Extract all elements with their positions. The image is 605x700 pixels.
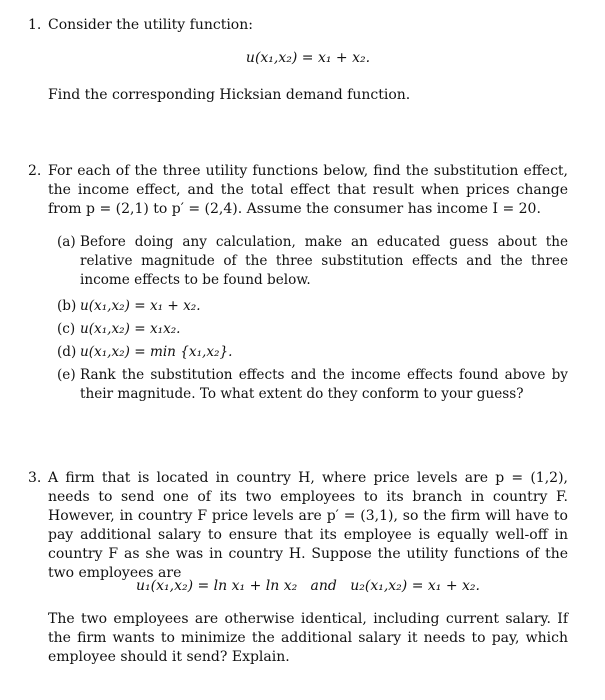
question-2-part-b-text: u(x₁,x₂) = x₁ + x₂. [80, 298, 201, 314]
question-1-equation: u(x₁,x₂) = x₁ + x₂. [245, 50, 371, 66]
question-3-number: 3. [28, 470, 42, 486]
question-2-part-e-label: (e) [57, 367, 76, 383]
question-2-part-e-text: Rank the substitution effects and the income effects found above by their magnitude. To what extent do they conform to your guess? [80, 367, 568, 402]
question-2-part-d-label: (d) [57, 344, 77, 360]
question-2-part-c-text: u(x₁,x₂) = x₁x₂. [80, 321, 181, 337]
question-3-task: The two employees are otherwise identical, including current salary. If the firm wants to minimize the additional salary it needs to pay, which employee should it send? Explain. [48, 611, 568, 665]
question-1-task: Find the corresponding Hicksian demand function. [48, 87, 411, 103]
question-2-intro: For each of the three utility functions below, find the substitution effect, the income effect, and the total effect that result when prices change from p = (2,1) to p′ = (2,4). Assume the consumer has income I = 20. [48, 163, 568, 217]
question-2-part-a-label: (a) [57, 234, 76, 250]
question-2-part-a-text: Before doing any calculation, make an educated guess about the relative magnitude of the three substitution effects and the three income effects to be found below. [80, 234, 568, 288]
question-1-intro: Consider the utility function: [48, 17, 253, 33]
question-3-equation: u₁(x₁,x₂) = ln x₁ + ln x₂ and u₂(x₁,x₂) = x₁ + x₂. [136, 578, 480, 594]
question-2-number: 2. [28, 163, 42, 179]
question-2-part-b-label: (b) [57, 298, 77, 314]
question-3-intro: A firm that is located in country H, where price levels are p = (1,2), needs to send one of its two employees to its branch in country F. However, in country F price levels are p′ = (3,1), so the firm will have to pay additional salary to ensure that its employee is equally well-off in country F as she was in country H. Suppose the utility functions of the two employees are [48, 470, 568, 581]
question-2-part-d-text: u(x₁,x₂) = min {x₁,x₂}. [80, 344, 233, 360]
question-2-part-c-label: (c) [57, 321, 76, 337]
question-1-number: 1. [28, 17, 42, 33]
